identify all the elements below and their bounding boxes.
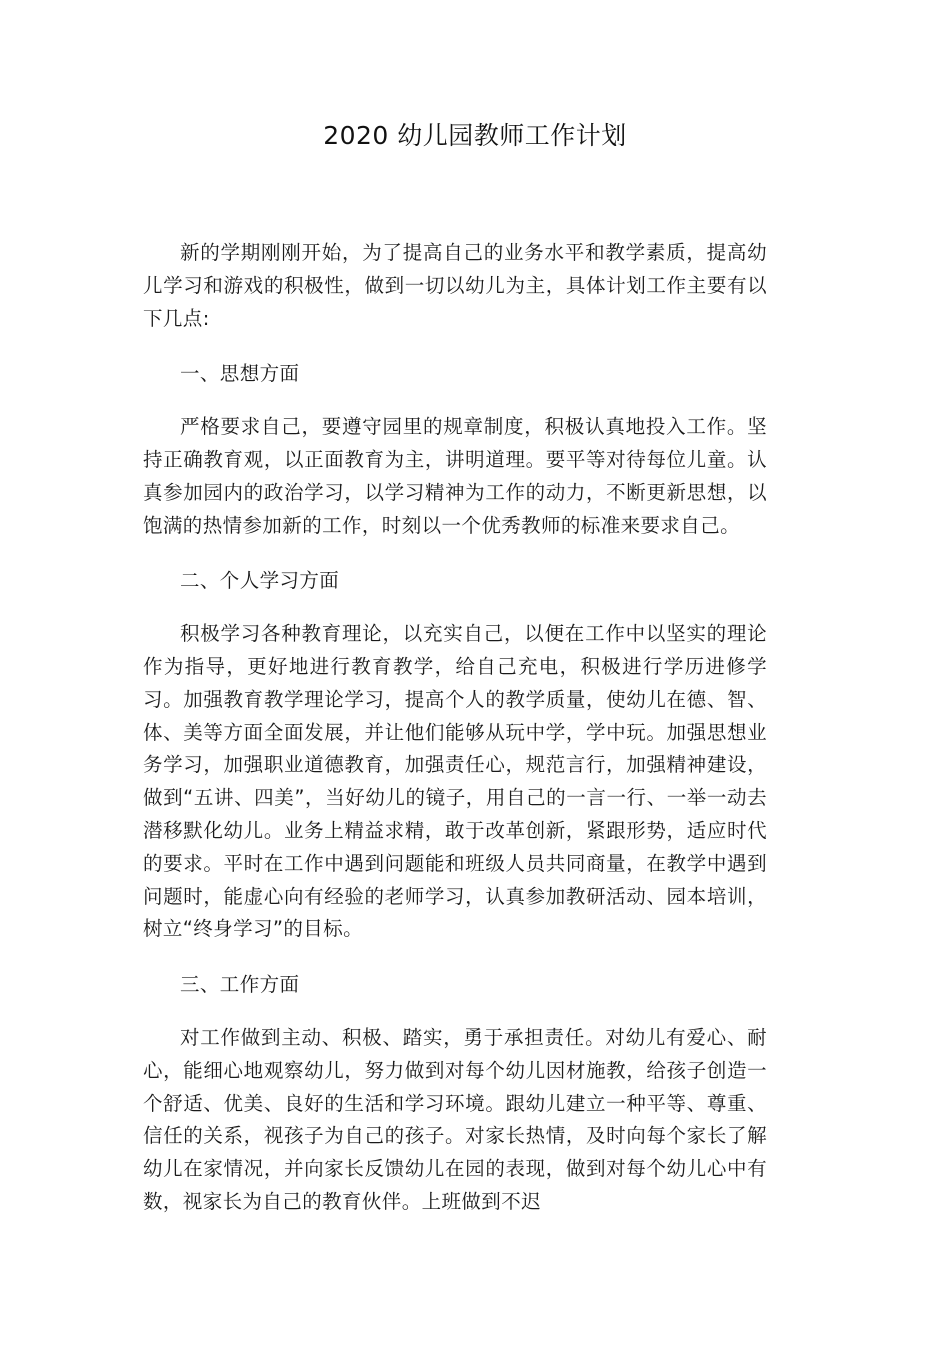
- section-heading-personal-study: 二、个人学习方面: [180, 569, 340, 593]
- section-heading-thought: 一、思想方面: [180, 362, 300, 386]
- section-heading-work: 三、工作方面: [180, 973, 300, 997]
- section-body-work: 对工作做到主动、积极、踏实，勇于承担责任。对幼儿有爱心、耐心，能细心地观察幼儿，努力做到对每个幼儿因材施教，给孩子创造一个舒适、优美、良好的生活和学习环境。跟幼儿建立一种平等、尊重、信任的关系，视孩子为自己的孩子。对家长热情，及时向每个家长了解幼儿在家情况，并向家长反馈幼儿在园的表现，做到对每个幼儿心中有数，视家长为自己的教育伙伴。上班做到不迟: [143, 1025, 767, 1213]
- section-body-thought: 严格要求自己，要遵守园里的规章制度，积极认真地投入工作。坚持正确教育观，以正面教育为主，讲明道理。要平等对待每位儿童。认真参加园内的政治学习，以学习精神为工作的动力，不断更新思想，以饱满的热情参加新的工作，时刻以一个优秀教师的标准来要求自己。: [143, 415, 767, 537]
- section-body-personal-study: 积极学习各种教育理论，以充实自己，以便在工作中以坚实的理论作为指导，更好地进行教育教学，给自己充电，积极进行学历进修学习。加强教育教学理论学习，提高个人的教学质量，使幼儿在德、智、体、美等方面全面发展，并让他们能够从玩中学，学中玩。加强思想业务学习，加强职业道德教育，加强责任心，规范言行，加强精神建设，做到“五讲、四美”，当好幼儿的镜子，用自己的一言一行、一举一动去潜移默化幼儿。业务上精益求精，敢于改革创新，紧跟形势，适应时代的要求。平时在工作中遇到问题能和班级人员共同商量，在教学中遇到问题时，能虚心向有经验的老师学习，认真参加教研活动、园本培训，树立“终身学习”的目标。: [143, 622, 767, 941]
- document-body: [143, 237, 767, 1242]
- intro-paragraph: 新的学期刚刚开始，为了提高自己的业务水平和教学素质，提高幼儿学习和游戏的积极性，做到一切以幼儿为主，具体计划工作主要有以下几点:: [143, 241, 767, 330]
- document-title: 2020 幼儿园教师工作计划: [323, 121, 627, 150]
